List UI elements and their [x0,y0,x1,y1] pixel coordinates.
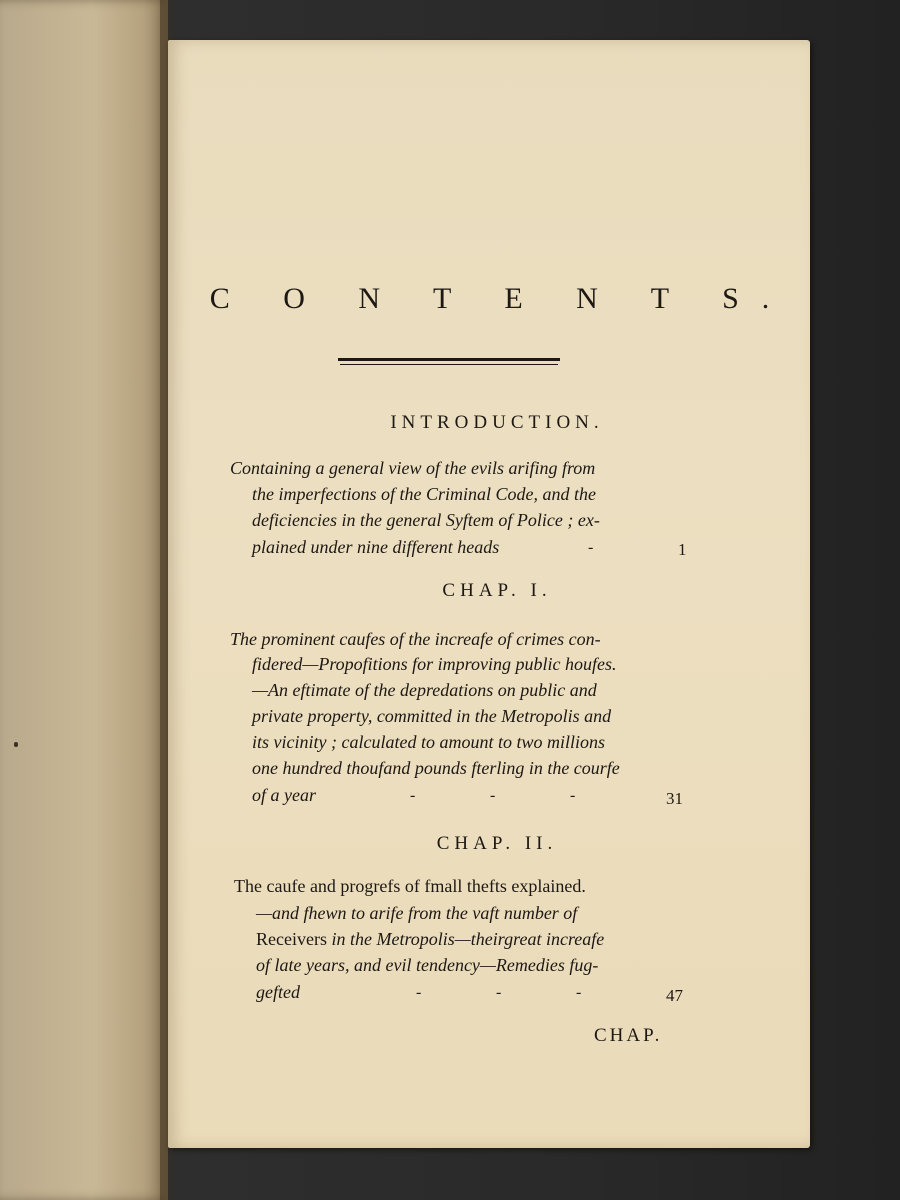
chapter-1-line: —An eftimate of the depredations on public and [252,680,597,700]
introduction-line: deficiencies in the general Syftem of Police ; ex- [252,510,600,530]
chapter-2-heading: CHAP. II. [436,833,558,854]
chapter-1-line: one hundred thoufand pounds fterling in the courfe [252,758,620,778]
chapter-2-line: gefted [256,982,300,1002]
title-rule [338,358,560,361]
introduction-line: Containing a general view of the evils arifing from [230,458,596,478]
introduction-line: plained under nine different heads [252,537,500,557]
introduction-heading: INTRODUCTION. [390,412,604,433]
chapter-1-line: its vicinity ; calculated to amount to two millions [252,732,605,752]
chapter-2-line: The caufe and progrefs of fmall thefts explained. [234,876,586,896]
chapter-1-line: of a year [252,785,316,805]
chapter-1-line: fidered—Propofitions for improving public houfes. [252,654,617,674]
catchword: CHAP. [594,1025,663,1046]
chapter-2-line-rest: in the Metropolis—theirgreat increafe [326,929,605,949]
introduction-page-number: 1 [678,540,687,559]
chapter-2-line: —and fhewn to arife from the vaft number of [256,903,578,923]
leader-dash: - [576,984,582,1001]
leader-dash: - [490,787,496,804]
title-rule-thin [340,364,558,365]
introduction-line: the imperfections of the Criminal Code, and the [252,484,596,504]
chapter-1-line: The prominent caufes of the increafe of crimes con- [230,629,601,649]
ink-spot [14,742,18,747]
chapter-1-heading: CHAP. I. [442,580,552,601]
leader-dash: - [416,984,422,1001]
leader-dash: - [410,787,416,804]
leader-dash: - [588,539,594,556]
leader-dash: - [570,787,576,804]
leader-dash: - [496,984,502,1001]
chapter-2-line [256,929,604,950]
left-page [0,0,168,1200]
chapter-2-line: of late years, and evil tendency—Remedies fug- [256,955,599,975]
page-title: C O N T E N T S. [209,282,793,315]
chapter-1-line: private property, committed in the Metropolis and [252,706,612,726]
chapter-1-page-number: 31 [666,789,683,808]
contents-page [168,40,810,1148]
receivers-word: Receivers [256,929,327,949]
chapter-2-page-number: 47 [666,986,683,1005]
